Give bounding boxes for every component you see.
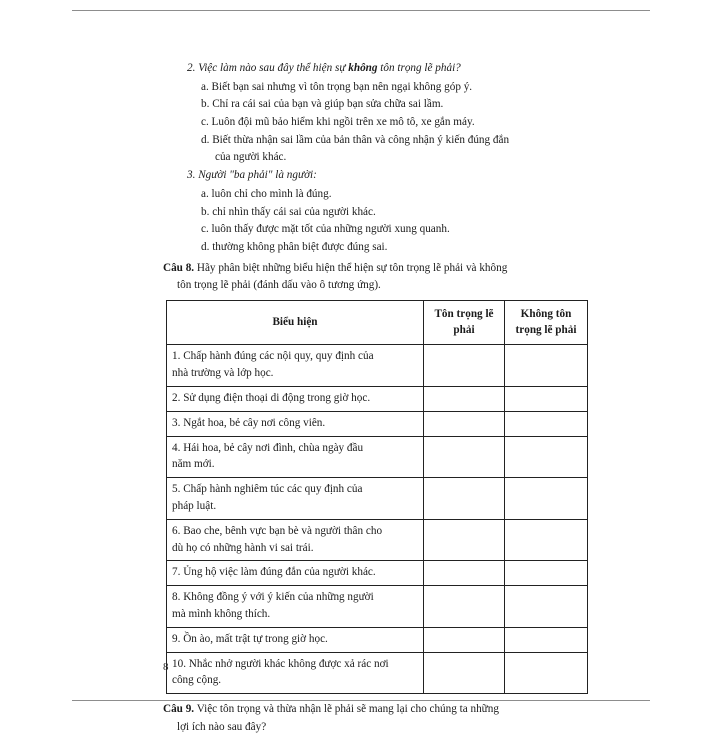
table-row	[167, 387, 588, 412]
q3-option-d	[201, 239, 563, 257]
table-row	[167, 561, 588, 586]
row-5-label	[167, 478, 424, 520]
row-7-label	[167, 561, 424, 586]
q3-option-a-text: a. luôn chỉ cho mình là đúng.	[201, 187, 332, 200]
q2-option-b-text: b. Chỉ ra cái sai của bạn và giúp bạn sửa chữa sai lầm.	[201, 98, 444, 111]
row-3-text: 3. Ngắt hoa, bẻ cây nơi công viên.	[172, 416, 326, 429]
q3-prompt-before: 3. Người "ba phải" là người:	[187, 169, 317, 182]
cau-8-prompt	[163, 260, 563, 295]
q3-option-a	[201, 186, 563, 204]
q2-option-c	[201, 114, 563, 132]
table-row	[167, 586, 588, 628]
row-1-text-cont: nhà trường và lớp học.	[172, 367, 274, 380]
row-3-ton-trong-cell[interactable]	[424, 411, 505, 436]
row-1-ton-trong-cell[interactable]	[424, 345, 505, 387]
row-5-text: 5. Chấp hành nghiêm túc các quy định của	[172, 483, 363, 496]
row-9-label	[167, 627, 424, 652]
cau-9-text-cont: lợi ích nào sau đây?	[177, 720, 267, 733]
table-header-bieu-hien: Biểu hiện	[167, 300, 424, 344]
row-4-label	[167, 436, 424, 478]
row-8-khong-ton-trong-cell[interactable]	[505, 586, 588, 628]
row-6-khong-ton-trong-cell[interactable]	[505, 519, 588, 561]
q2-option-d	[201, 132, 563, 167]
row-5-ton-trong-cell[interactable]	[424, 478, 505, 520]
row-6-text: 6. Bao che, bênh vực bạn bè và người thân cho	[172, 524, 383, 537]
top-divider	[72, 10, 650, 11]
cau-8-label: Câu 8.	[163, 261, 195, 274]
row-10-text: 10. Nhắc nhở người khác không được xả rác nơi	[172, 657, 389, 670]
table-row	[167, 652, 588, 694]
q2-option-a	[201, 79, 563, 97]
table-row	[167, 345, 588, 387]
question-2-prompt	[187, 60, 563, 78]
row-10-khong-ton-trong-cell[interactable]	[505, 652, 588, 694]
row-3-label	[167, 411, 424, 436]
row-8-text: 8. Không đồng ý với ý kiến của những người	[172, 591, 374, 604]
row-5-text-cont: pháp luật.	[172, 499, 217, 512]
row-1-label	[167, 345, 424, 387]
page-number: 8	[163, 661, 169, 673]
table-header-khong-ton-trong: Không tôn trọng lẽ phải	[505, 300, 588, 344]
row-9-ton-trong-cell[interactable]	[424, 627, 505, 652]
table-row	[167, 436, 588, 478]
table-header-ton-trong: Tôn trọng lẽ phải	[424, 300, 505, 344]
question-3-prompt	[187, 167, 563, 185]
row-1-khong-ton-trong-cell[interactable]	[505, 345, 588, 387]
row-7-ton-trong-cell[interactable]	[424, 561, 505, 586]
row-6-text-cont: dù họ có những hành vi sai trái.	[172, 541, 314, 554]
q2-option-a-text: a. Biết bạn sai nhưng vì tôn trọng bạn nên ngại không góp ý.	[201, 80, 473, 93]
row-8-text-cont: mà mình không thích.	[172, 607, 271, 620]
row-2-label	[167, 387, 424, 412]
table-row	[167, 627, 588, 652]
q2-prompt-before: 2. Việc làm nào sau đây thể hiện sự	[187, 62, 349, 74]
row-4-text-cont: năm mới.	[172, 458, 215, 471]
q2-option-c-text: c. Luôn đội mũ bảo hiểm khi ngồi trên xe mô tô, xe gắn máy.	[201, 116, 475, 129]
row-7-text: 7. Ủng hộ việc làm đúng đắn của người khác.	[172, 566, 376, 579]
table-header-row	[167, 300, 588, 344]
cau-9-text: Việc tôn trọng và thừa nhận lẽ phải sẽ mang lại cho chúng ta những	[194, 703, 499, 716]
q3-option-d-text: d. thường không phân biệt được đúng sai.	[201, 240, 388, 253]
q2-option-b	[201, 96, 563, 114]
q3-option-b	[201, 204, 563, 222]
expressions-table	[166, 300, 588, 694]
row-3-khong-ton-trong-cell[interactable]	[505, 411, 588, 436]
row-9-text: 9. Ồn ào, mất trật tự trong giờ học.	[172, 632, 328, 645]
row-6-ton-trong-cell[interactable]	[424, 519, 505, 561]
row-4-text: 4. Hái hoa, bẻ cây nơi đình, chùa ngày đầu	[172, 441, 364, 454]
q3-option-c	[201, 221, 563, 239]
row-5-khong-ton-trong-cell[interactable]	[505, 478, 588, 520]
row-2-khong-ton-trong-cell[interactable]	[505, 387, 588, 412]
cau-9-prompt	[163, 701, 563, 736]
q3-option-c-text: c. luôn thấy được mặt tốt của những người xung quanh.	[201, 223, 450, 236]
row-8-label	[167, 586, 424, 628]
q2-prompt-bold: không	[348, 62, 378, 74]
row-9-khong-ton-trong-cell[interactable]	[505, 627, 588, 652]
row-6-label	[167, 519, 424, 561]
cau-9-label: Câu 9.	[163, 703, 195, 716]
table-row	[167, 411, 588, 436]
q2-prompt-after: tôn trọng lẽ phải?	[377, 62, 461, 74]
row-10-ton-trong-cell[interactable]	[424, 652, 505, 694]
row-2-ton-trong-cell[interactable]	[424, 387, 505, 412]
cau-8-text: Hãy phân biệt những biểu hiện thể hiện sự tôn trọng lẽ phải và không	[194, 261, 508, 274]
row-7-khong-ton-trong-cell[interactable]	[505, 561, 588, 586]
row-4-khong-ton-trong-cell[interactable]	[505, 436, 588, 478]
row-1-text: 1. Chấp hành đúng các nội quy, quy định của	[172, 350, 374, 363]
cau-8-text-cont: tôn trọng lẽ phải (đánh dấu vào ô tương ứng).	[177, 279, 381, 292]
q2-option-d-text: d. Biết thừa nhận sai lầm của bản thân và công nhận ý kiến đúng đắn	[201, 133, 510, 146]
row-10-label	[167, 652, 424, 694]
row-2-text: 2. Sử dụng điện thoại di động trong giờ học.	[172, 392, 371, 404]
table-row	[167, 478, 588, 520]
row-10-text-cont: công cộng.	[172, 674, 222, 687]
table-body	[167, 345, 588, 694]
table-row	[167, 519, 588, 561]
q3-option-b-text: b. chỉ nhìn thấy cái sai của người khác.	[201, 205, 376, 218]
row-8-ton-trong-cell[interactable]	[424, 586, 505, 628]
page-content	[163, 60, 577, 737]
row-4-ton-trong-cell[interactable]	[424, 436, 505, 478]
table-header	[167, 300, 588, 344]
q2-option-d-text-cont: của người khác.	[215, 151, 287, 164]
